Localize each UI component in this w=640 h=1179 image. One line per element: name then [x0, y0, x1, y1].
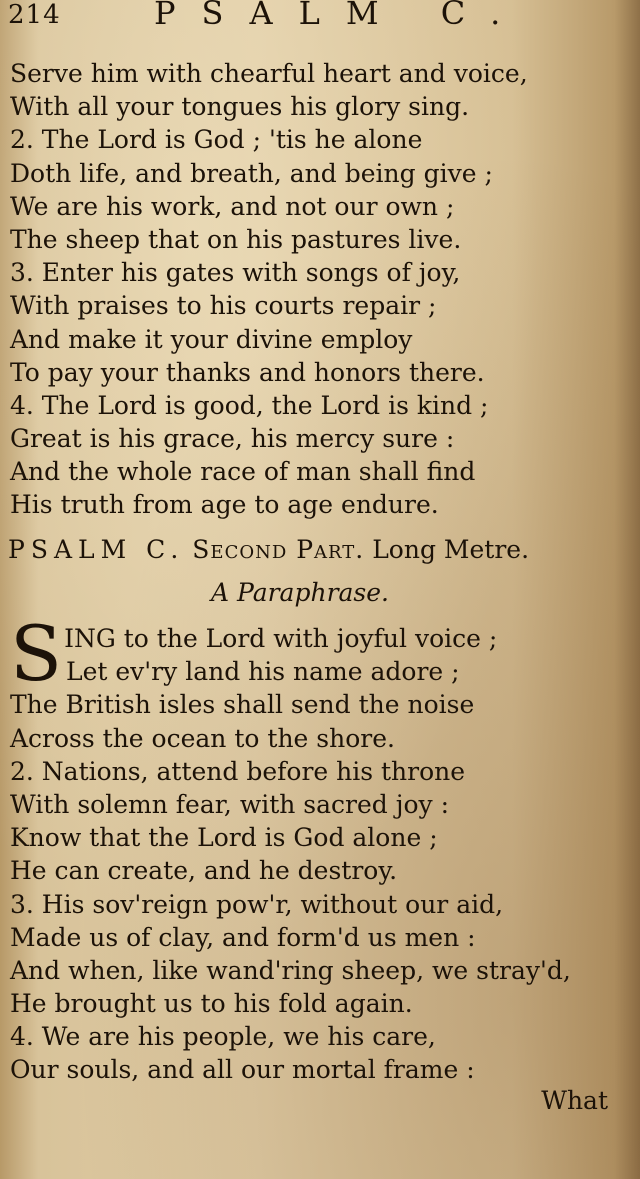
page-header [8, 0, 628, 44]
verse-line: ING to the Lord with joyful voice ; [64, 624, 498, 653]
page-number: 214 [8, 0, 61, 30]
verse-line: 4. The Lord is good, the Lord is kind ; [10, 390, 489, 420]
verse-line: The sheep that on his pastures live. [10, 224, 462, 254]
heading-part: Second Part. [192, 535, 365, 564]
verse-line: Serve him with chearful heart and voice, [10, 59, 528, 88]
verse-line: 4. We are his people, we his care, [10, 1022, 436, 1052]
verse-line: And when, like wand'ring sheep, we stray'd, [10, 955, 571, 985]
verse-line: And the whole race of man shall find [10, 457, 476, 487]
section-subtitle: A Paraphrase. [211, 578, 389, 607]
verse-line: Made us of clay, and form'd us men : [10, 922, 476, 952]
verse-line: We are his work, and not our own ; [10, 191, 455, 221]
running-head: PSALM C. [154, 0, 527, 32]
heading-psalm: PSALM C. [8, 535, 185, 564]
section-heading [8, 532, 628, 568]
verse-line: With praises to his courts repair ; [10, 291, 437, 321]
drop-cap: S [10, 609, 63, 698]
psalm-verses-second-part [10, 609, 620, 1087]
verse-line: 2. The Lord is God ; 'tis he alone [10, 125, 423, 155]
verse-line: Across the ocean to the shore. [10, 723, 395, 753]
verse-line: To pay your thanks and honors there. [10, 357, 485, 387]
verse-line: And make it your divine employ [10, 324, 413, 354]
catchword: What [541, 1086, 608, 1115]
verse-line: The British isles shall send the noise [10, 690, 475, 720]
verse-line: Great is his grace, his mercy sure : [10, 424, 455, 454]
verse-line: 3. Enter his gates with songs of joy, [10, 258, 461, 288]
verse-line: 3. His sov'reign pow'r, without our aid, [10, 889, 504, 919]
verse-line: His truth from age to age endure. [10, 490, 439, 520]
heading-metre: Long Metre. [372, 535, 530, 564]
verse-line: Know that the Lord is God alone ; [10, 823, 438, 853]
verse-line: 2. Nations, attend before his throne [10, 756, 466, 786]
verse-line: Let ev'ry land his name adore ; [66, 657, 460, 687]
verse-line: He brought us to his fold again. [10, 989, 413, 1019]
verse-line: With solemn fear, with sacred joy : [10, 789, 450, 819]
verse-line: He can create, and he destroy. [10, 856, 398, 886]
verse-line: With all your tongues his glory sing. [10, 92, 470, 122]
verse-line: Doth life, and breath, and being give ; [10, 158, 493, 188]
verse-line: Our souls, and all our mortal frame : [10, 1055, 475, 1085]
psalm-verses-first-part [10, 57, 620, 522]
